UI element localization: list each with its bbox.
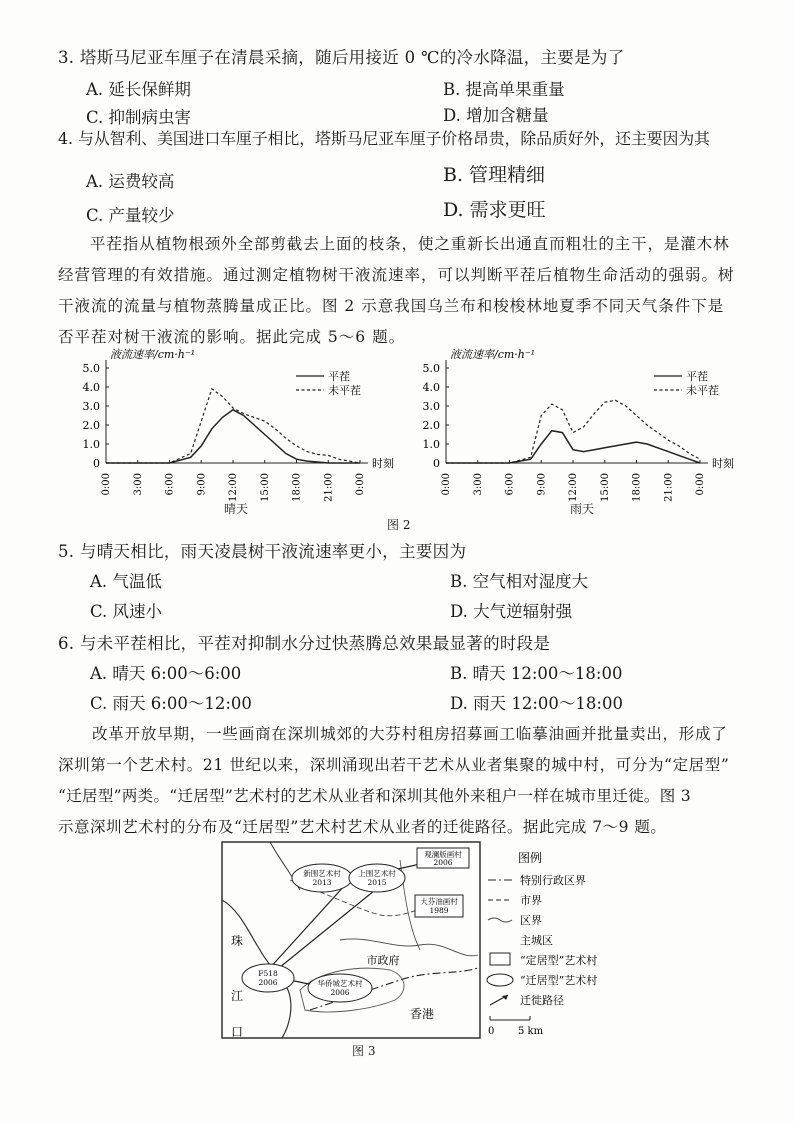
legend-label-1: 市界 xyxy=(520,894,542,907)
rainy-ytick-label: 1.0 xyxy=(422,438,440,451)
figure2-sunny-chart xyxy=(78,348,408,502)
sunny-ylabel: 液流速率/cm·h⁻¹ xyxy=(110,348,196,361)
label-hongkong: 香港 xyxy=(409,1007,435,1021)
q6-option-b: B. 晴天 12:00～18:00 xyxy=(450,664,623,683)
passage1-line-1: 平茬指从植物根颈外全部剪截去上面的枝条，使之重新长出通直而粗壮的主干，是灌木林 xyxy=(90,235,730,253)
sunny-xtick-label: 12:00 xyxy=(228,473,239,502)
legend-label-6: 迁徙路径 xyxy=(520,994,564,1007)
rainy-legend-label: 未平茬 xyxy=(686,384,719,397)
q5-option-a: A. 气温低 xyxy=(90,572,162,591)
sunny-legend-label: 未平茬 xyxy=(328,384,361,397)
label-f518-name: F518 xyxy=(258,969,278,978)
q6-option-a: A. 晴天 6:00～6:00 xyxy=(90,664,242,683)
legend-title: 图例 xyxy=(518,851,543,865)
sunny-xtick-label: 0:00 xyxy=(355,473,366,496)
sunny-xtick-label: 15:00 xyxy=(259,473,271,502)
rainy-ytick-label: 2.0 xyxy=(422,419,440,432)
rainy-xtick-label: 6:00 xyxy=(504,473,516,496)
q5-option-d: D. 大气逆辐射强 xyxy=(450,602,573,621)
rainy-xtick-label: 0:00 xyxy=(441,473,452,496)
passage2-line-1: 改革开放早期，一些画商在深圳城郊的大芬村租房招募画工临摹油画并批量卖出，形成了 xyxy=(92,725,728,743)
q4-option-c: C. 产量较少 xyxy=(86,206,175,225)
q4-option-b: B. 管理精细 xyxy=(443,164,546,186)
rainy-legend-label: 平茬 xyxy=(686,370,708,383)
q3-stem: 3. 塔斯马尼亚车厘子在清晨采摘，随后用接近 0 ℃的冷水降温，主要是为了 xyxy=(58,48,625,67)
sunny-xtick-label: 21:00 xyxy=(323,473,335,502)
sunny-series-pingcha xyxy=(106,410,360,463)
sunny-ytick-label: 2.0 xyxy=(82,419,100,432)
legend-swatch-district-boundary xyxy=(488,918,512,922)
label-xinwei-year: 2013 xyxy=(312,878,332,887)
district-boundary-2 xyxy=(340,939,478,956)
sunny-ytick-label: 5.0 xyxy=(82,362,100,375)
legend-label-5: “迁居型”艺术村 xyxy=(520,974,598,987)
label-dafen-name: 大芬油画村 xyxy=(420,897,458,906)
sunny-legend-label: 平茬 xyxy=(328,370,350,383)
sunny-xtick-label: 3:00 xyxy=(132,473,144,496)
q6-option-c: C. 雨天 6:00～12:00 xyxy=(90,694,252,713)
rainy-xtick-label: 18:00 xyxy=(631,473,643,502)
scale-zero: 0 xyxy=(488,1026,495,1037)
rainy-xtick-label: 15:00 xyxy=(599,473,611,502)
q5-stem: 5. 与晴天相比，雨天凌晨树干液流速率更小，主要因为 xyxy=(58,542,467,561)
rainy-xtick-label: 0:00 xyxy=(695,473,706,496)
rainy-series-weipingcha xyxy=(446,400,700,463)
q3-option-c: C. 抑制病虫害 xyxy=(86,108,192,127)
rainy-ytick-label: 0 xyxy=(433,457,440,470)
figure2-caption: 图 2 xyxy=(387,518,411,532)
migration-path-1 xyxy=(268,884,346,970)
label-kou: 口 xyxy=(230,1025,244,1039)
passage2-line-2: 深圳第一个艺术村。21 世纪以来，深圳涌现出若干艺术从业者集聚的城中村，可分为“定居型” xyxy=(58,756,730,774)
label-dafen-year: 1989 xyxy=(429,906,449,915)
label-f518-year: 2006 xyxy=(258,978,278,987)
passage2-line-3: “迁居型”两类。“迁居型”艺术村的艺术从业者和深圳其他外来租户一样在城市里迁徙。图 3 xyxy=(58,787,691,805)
legend-label-0: 特别行政区界 xyxy=(520,874,586,887)
sunny-xtick-label: 6:00 xyxy=(164,473,176,496)
label-hqc-year: 2006 xyxy=(330,988,350,997)
figure2-panel-rainy: 雨天 xyxy=(570,502,595,516)
legend-label-3: 主城区 xyxy=(520,934,553,947)
scale-label: 5 km xyxy=(518,1026,544,1037)
sunny-xlabel: 时刻 xyxy=(372,457,394,470)
label-shangwei-name: 上围艺术村 xyxy=(358,869,396,878)
sunny-xtick-label: 18:00 xyxy=(291,473,303,502)
label-guanlan-year: 2006 xyxy=(433,858,453,867)
q5-option-c: C. 风速小 xyxy=(90,602,163,621)
rainy-ytick-label: 5.0 xyxy=(422,362,440,375)
sunny-ytick-label: 3.0 xyxy=(82,400,100,413)
sunny-xtick-label: 9:00 xyxy=(196,473,208,496)
rainy-xtick-label: 3:00 xyxy=(472,473,484,496)
figure3-caption: 图 3 xyxy=(352,1044,376,1058)
q6-stem: 6. 与未平茬相比，平茬对抑制水分过快蒸腾总效果最显著的时段是 xyxy=(58,634,551,653)
q5-option-b: B. 空气相对湿度大 xyxy=(450,572,589,591)
passage1-line-3: 干液流的流量与植物蒸腾量成正比。图 2 示意我国乌兰布和梭梭林地夏季不同天气条件下是 xyxy=(58,297,725,315)
rainy-ytick-label: 3.0 xyxy=(422,400,440,413)
rainy-xtick-label: 12:00 xyxy=(568,473,579,502)
figure3-map xyxy=(220,840,794,1050)
q4-stem: 4. 与从智利、美国进口车厘子相比，塔斯马尼亚车厘子价格昂贵，除品质好外，还主要因为其 xyxy=(58,129,710,148)
q3-option-a: A. 延长保鲜期 xyxy=(86,80,191,99)
sunny-xtick-label: 0:00 xyxy=(101,473,112,496)
label-city-hall: 市政府 xyxy=(366,954,400,967)
rainy-xtick-label: 21:00 xyxy=(663,473,675,502)
rainy-series-pingcha xyxy=(446,431,700,463)
rainy-xtick-label: 9:00 xyxy=(536,473,548,496)
passage2-line-4: 示意深圳艺术村的分布及“迁居型”艺术村艺术从业者的迁徙路径。据此完成 7～9 题。 xyxy=(58,818,667,836)
q3-option-d: D. 增加含糖量 xyxy=(443,106,549,125)
label-shangwei-year: 2015 xyxy=(367,878,387,887)
q4-option-a: A. 运费较高 xyxy=(86,172,175,191)
sunny-ytick-label: 1.0 xyxy=(82,438,100,451)
sunny-ytick-label: 0 xyxy=(93,457,100,470)
legend-swatch-relocated xyxy=(487,974,513,986)
legend-label-4: “定居型”艺术村 xyxy=(520,954,598,967)
rainy-ytick-label: 4.0 xyxy=(422,381,440,394)
label-zhu: 珠 xyxy=(230,934,244,948)
q6-option-d: D. 雨天 12:00～18:00 xyxy=(450,694,623,713)
passage1-line-4: 否平茬对树干液流的影响。据此完成 5～6 题。 xyxy=(58,328,406,346)
legend-label-2: 区界 xyxy=(520,914,542,927)
sunny-ytick-label: 4.0 xyxy=(82,381,100,394)
label-hqc-name: 华侨城艺术村 xyxy=(317,979,363,988)
map-frame xyxy=(222,842,480,1038)
passage1-line-2: 经营管理的有效措施。通过测定植物树干液流速率，可以判断平茬后植物生命活动的强弱。树 xyxy=(58,266,735,284)
label-guanlan-name: 观澜版画村 xyxy=(424,850,462,859)
rainy-xlabel: 时刻 xyxy=(712,457,734,470)
q4-option-d: D. 需求更旺 xyxy=(443,199,546,221)
figure2-panel-sunny: 晴天 xyxy=(224,502,249,516)
sunny-series-weipingcha xyxy=(106,389,360,463)
q3-option-b: B. 提高单果重量 xyxy=(443,80,565,99)
rainy-ylabel: 液流速率/cm·h⁻¹ xyxy=(450,348,536,361)
label-jiang: 江 xyxy=(230,989,244,1003)
figure2-rainy-chart xyxy=(418,348,748,502)
label-xinwei-name: 新围艺术村 xyxy=(303,869,341,878)
legend-swatch-settled xyxy=(490,953,510,965)
